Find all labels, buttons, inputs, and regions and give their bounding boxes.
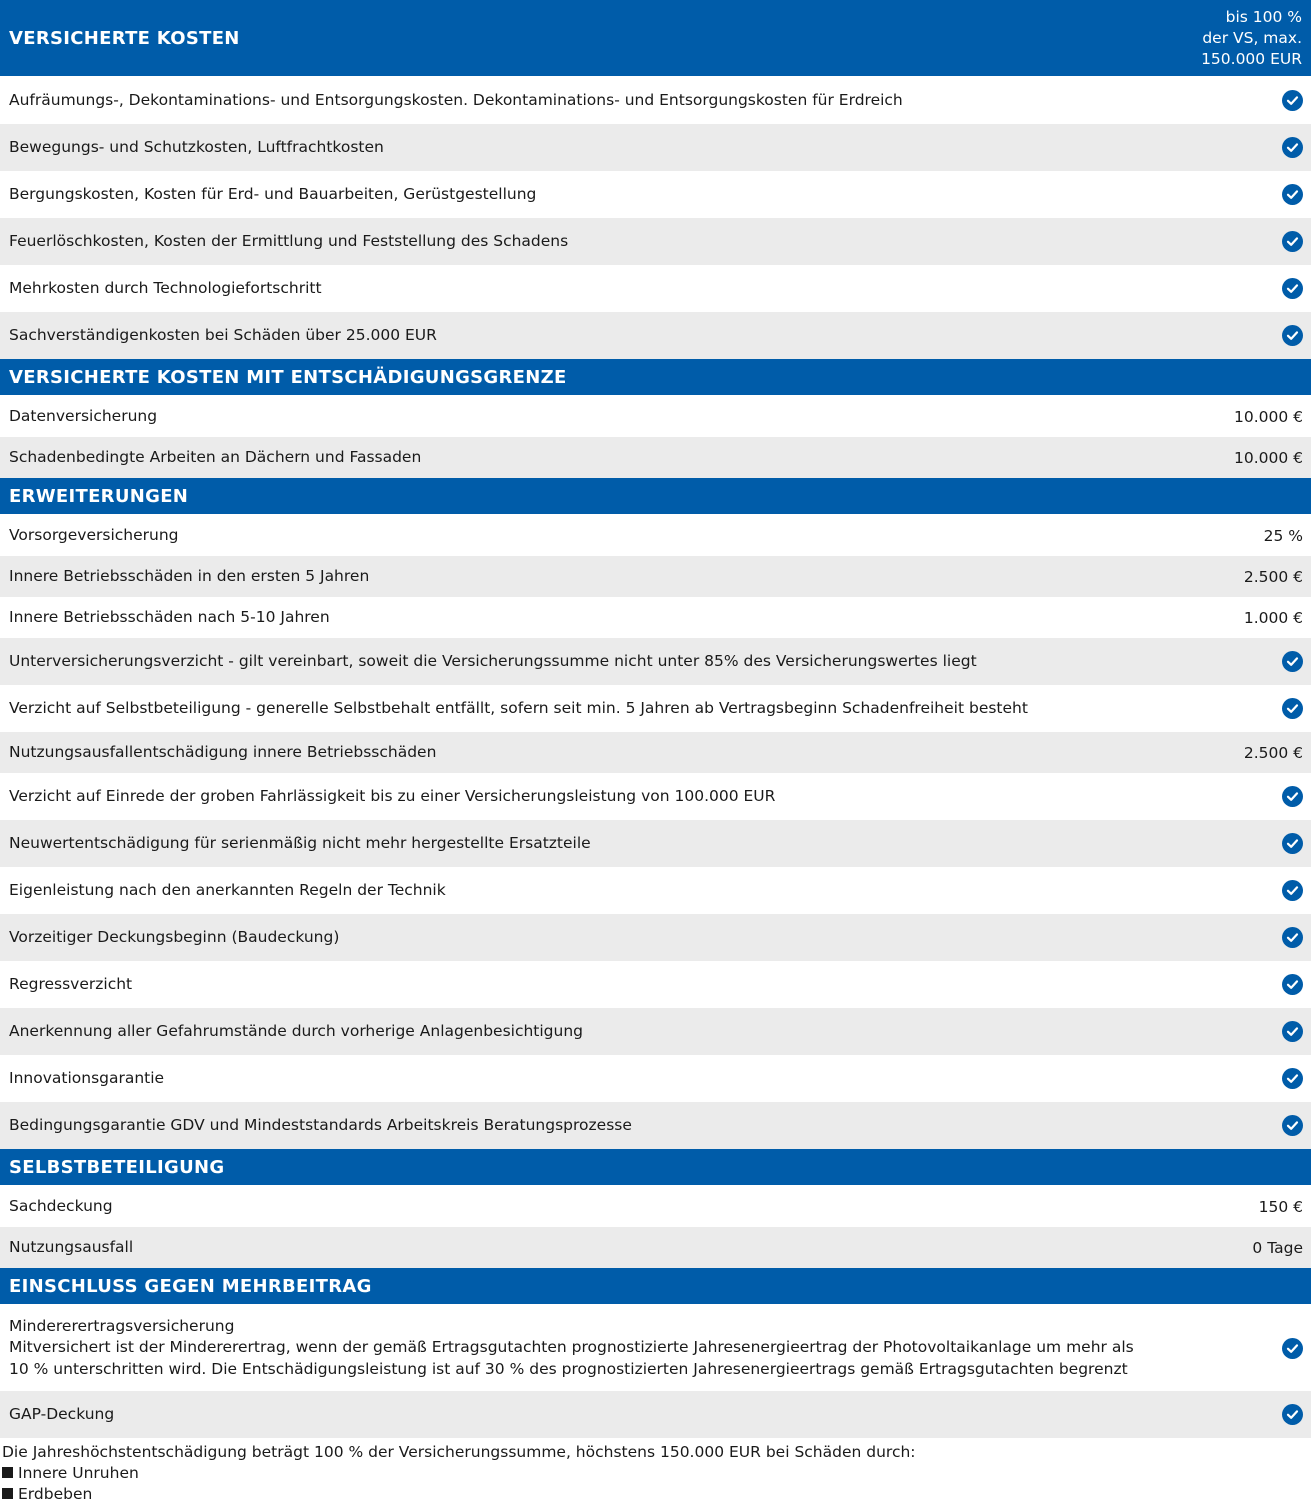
check-circle-icon [1282,1338,1303,1359]
section-title: VERSICHERTE KOSTEN MIT ENTSCHÄDIGUNGSGRENZE [9,366,567,388]
section-title: VERSICHERTE KOSTEN [9,27,240,49]
table-row [0,867,1311,914]
table-row [0,437,1311,478]
row-value: 1.000 € [1243,608,1303,627]
table-row [0,597,1311,638]
square-bullet-icon [2,1467,13,1478]
check-circle-icon [1282,90,1303,111]
table-row [0,961,1311,1008]
row-label: Bergungskosten, Kosten für Erd- und Bauarbeiten, Gerüstgestellung [9,184,537,203]
section-header [0,478,1311,515]
row-value: 10.000 € [1233,448,1303,467]
row-label: Verzicht auf Selbstbeteiligung - generelle Selbstbehalt entfällt, sofern seit min. 5 Jahren ab Vertragsbeginn Schadenfreiheit besteht [9,698,1028,717]
section-header [0,0,1311,77]
check-circle-icon [1282,698,1303,719]
row-label: Neuwertentschädigung für serienmäßig nicht mehr hergestellte Ersatzteile [9,833,591,852]
check-circle-icon [1282,1021,1303,1042]
table-row [0,820,1311,867]
table-row [0,312,1311,359]
check-circle-icon [1282,880,1303,901]
row-label: Eigenleistung nach den anerkannten Regeln der Technik [9,880,446,899]
check-circle-icon [1282,137,1303,158]
table-row [0,914,1311,961]
table-row [0,515,1311,556]
table-row [0,77,1311,124]
section-header [0,1268,1311,1305]
check-circle-icon [1282,1068,1303,1089]
row-label: Sachdeckung [9,1196,113,1215]
section-title: SELBSTBETEILIGUNG [9,1156,225,1178]
row-value: 150 € [1258,1197,1303,1216]
check-circle-icon [1282,278,1303,299]
row-label: Vorzeitiger Deckungsbeginn (Baudeckung) [9,927,340,946]
table-row [0,773,1311,820]
row-value: 25 % [1263,526,1303,545]
table-row [0,1186,1311,1227]
section-header [0,359,1311,396]
row-value: 2.500 € [1243,743,1303,762]
row-label: Sachverständigenkosten bei Schäden über 25.000 EUR [9,325,437,344]
row-label: Verzicht auf Einrede der groben Fahrlässigkeit bis zu einer Versicherungsleistung von 100.000 EUR [9,786,776,805]
row-label: Feuerlöschkosten, Kosten der Ermittlung und Feststellung des Schadens [9,231,569,250]
table-row [0,1102,1311,1149]
check-circle-icon [1282,927,1303,948]
check-circle-icon [1282,1404,1303,1425]
footer-list-item: Erdbeben [2,1484,1311,1505]
check-circle-icon [1282,1115,1303,1136]
row-label: Schadenbedingte Arbeiten an Dächern und Fassaden [9,447,422,466]
table-row [0,218,1311,265]
row-label: Regressverzicht [9,974,133,993]
check-circle-icon [1282,184,1303,205]
table-row [0,396,1311,437]
row-label: Bewegungs- und Schutzkosten, Luftfrachtkosten [9,137,384,156]
row-label: GAP-Deckung [9,1404,115,1423]
table-row [0,732,1311,773]
section-header-value: bis 100 % der VS, max. 150.000 EUR [1201,7,1302,68]
check-circle-icon [1282,974,1303,995]
table-row [0,1008,1311,1055]
square-bullet-icon [2,1488,13,1499]
row-label: Innere Betriebsschäden nach 5-10 Jahren [9,607,330,626]
row-label: Nutzungsausfallentschädigung innere Betriebsschäden [9,742,437,761]
table-row [0,1227,1311,1268]
row-label: Vorsorgeversicherung [9,525,179,544]
footer-note [0,1438,1313,1505]
row-label: Datenversicherung [9,406,158,425]
table-row [0,1305,1311,1391]
section-title: ERWEITERUNGEN [9,485,189,507]
section-title: EINSCHLUSS GEGEN MEHRBEITRAG [9,1275,372,1297]
row-label: Unterversicherungsverzicht - gilt vereinbart, soweit die Versicherungssumme nicht unter 85% des Versicherungswertes liegt [9,651,977,670]
table-row [0,171,1311,218]
table-row [0,124,1311,171]
check-circle-icon [1282,651,1303,672]
row-value: 10.000 € [1233,407,1303,426]
check-circle-icon [1282,833,1303,854]
table-row [0,1391,1311,1438]
row-label: Mehrkosten durch Technologiefortschritt [9,278,322,297]
row-value: 0 Tage [1252,1238,1303,1257]
table-row [0,556,1311,597]
row-value: 2.500 € [1243,567,1303,586]
row-label: Innovationsgarantie [9,1068,165,1087]
check-circle-icon [1282,786,1303,807]
row-label: Anerkennung aller Gefahrumstände durch vorherige Anlagenbesichtigung [9,1021,584,1040]
table-row [0,265,1311,312]
row-label: Nutzungsausfall [9,1237,134,1256]
row-label: Innere Betriebsschäden in den ersten 5 Jahren [9,566,370,585]
row-label: Mindererertragsversicherung Mitversichert ist der Mindererertrag, wenn der gemäß Ertragsgutachten prognostizierte Jahresenergieertrag der Photovoltaikanlage um mehr als 10 % unterschritten wird. Die Entschädigungsleistung ist auf 30 % des prognostizierten Jahresenergieertrags gemäß Ertragsgutachten begrenzt [9,1316,1134,1378]
row-label: Aufräumungs-, Dekontaminations- und Entsorgungskosten. Dekontaminations- und Entsorgungskosten für Erdreich [9,90,903,109]
footer-text: Die Jahreshöchstentschädigung beträgt 100 % der Versicherungssumme, höchstens 150.000 EUR bei Schäden durch: [2,1443,916,1461]
table-row [0,638,1311,685]
table-row [0,1055,1311,1102]
table-row [0,685,1311,732]
check-circle-icon [1282,325,1303,346]
check-circle-icon [1282,231,1303,252]
section-header [0,1149,1311,1186]
row-label: Bedingungsgarantie GDV und Mindeststandards Arbeitskreis Beratungsprozesse [9,1115,632,1134]
footer-list-item: Innere Unruhen [2,1463,1311,1484]
